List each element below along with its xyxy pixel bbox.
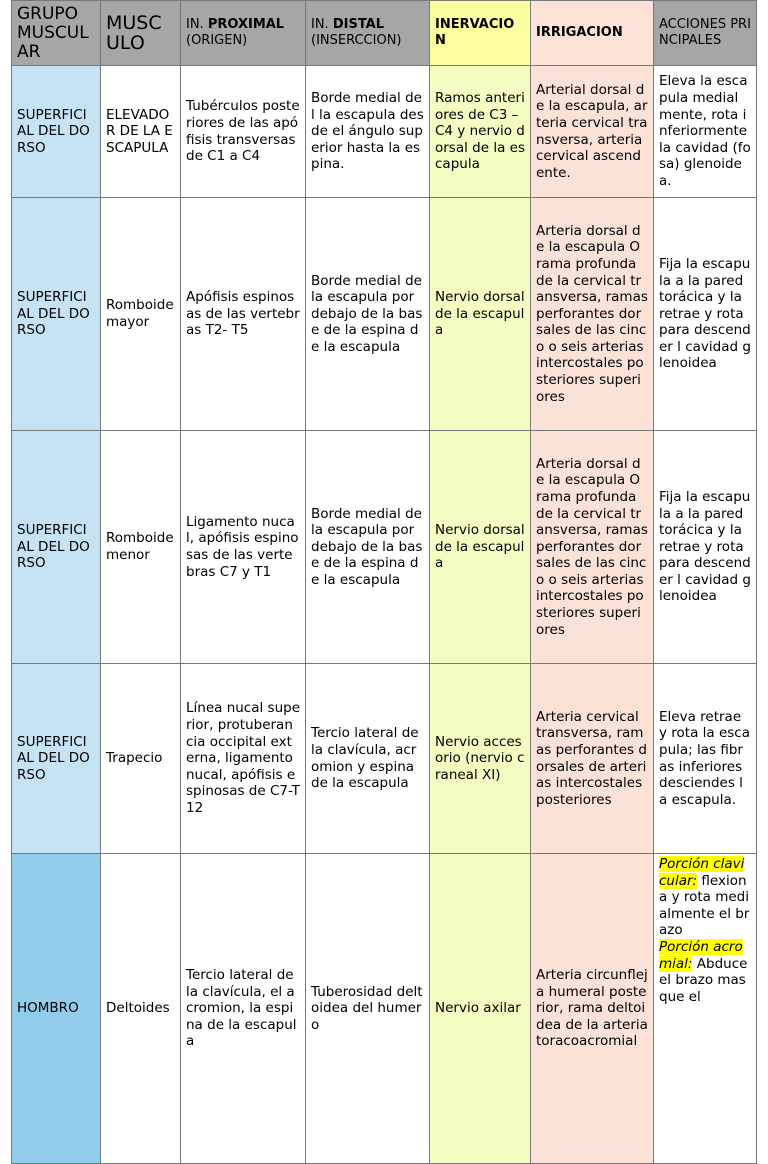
cell-distal: Borde medial del la escapula desde el ángulo superior hasta la espina. bbox=[306, 66, 430, 198]
cell-proximal: Apófisis espinosas de las vertebras T2- T5 bbox=[181, 198, 306, 431]
cell-acciones bbox=[654, 854, 757, 1164]
table-row bbox=[12, 431, 757, 664]
cell-musculo: Romboide mayor bbox=[101, 198, 181, 431]
cell-irrigacion: Arteria dorsal de la escapula O rama profunda de la cervical transversa, ramas perforantes dorsales de las cinco o seis arterias intercostales posteriores superiores bbox=[531, 431, 654, 664]
cell-irrigacion: Arterial dorsal de la escapula, arteria cervical transversa, arteria cervical ascendente. bbox=[531, 66, 654, 198]
acciones-label-clavicular: Porción clavicular: bbox=[659, 856, 745, 889]
cell-proximal: Línea nucal superior, protuberancia occipital externa, ligamento nucal, apófisis espinosas de C7-T12 bbox=[181, 664, 306, 854]
header-acciones: ACCIONES PRINCIPALES bbox=[654, 1, 757, 66]
table-row bbox=[12, 66, 757, 198]
header-distal-bold: DISTAL bbox=[332, 17, 385, 32]
cell-inervacion: Ramos anteriores de C3 – C4 y nervio dorsal de la escapula bbox=[430, 66, 531, 198]
table-row bbox=[12, 198, 757, 431]
header-row bbox=[12, 1, 757, 66]
cell-grupo: SUPERFICIAL DEL DORSO bbox=[12, 431, 101, 664]
cell-distal: Borde medial de la escapula por debajo de la base de la espina de la escapula bbox=[306, 431, 430, 664]
acciones-label-acromial: Porción acromial: bbox=[659, 938, 743, 972]
acciones-text-acromial: Abduce el brazo mas que el bbox=[659, 955, 748, 1005]
header-distal-sub: (INSERCCION) bbox=[311, 33, 402, 48]
cell-acciones: Eleva retrae y rota la escapula; las fibras inferiores desciendes la escapula. bbox=[654, 664, 757, 854]
cell-inervacion: Nervio dorsal de la escapula bbox=[430, 431, 531, 664]
cell-irrigacion: Arteria circunfleja humeral posterior, rama deltoidea de la arteria toracoacromial bbox=[531, 854, 654, 1164]
cell-distal: Tuberosidad deltoidea del humero bbox=[306, 854, 430, 1164]
cell-musculo: ELEVADOR DE LA ESCAPULA bbox=[101, 66, 181, 198]
cell-musculo: Romboide menor bbox=[101, 431, 181, 664]
cell-distal: Borde medial de la escapula por debajo de la base de la espina de la escapula bbox=[306, 198, 430, 431]
header-distal bbox=[306, 1, 430, 66]
header-proximal-bold: PROXIMAL bbox=[207, 17, 285, 32]
cell-grupo: HOMBRO bbox=[12, 854, 101, 1164]
header-inervacion: INERVACION bbox=[430, 1, 531, 66]
cell-inervacion: Nervio axilar bbox=[430, 854, 531, 1164]
muscle-table bbox=[11, 0, 757, 1164]
cell-musculo: Deltoides bbox=[101, 854, 181, 1164]
header-irrigacion: IRRIGACION bbox=[531, 1, 654, 66]
cell-acciones: Fija la escapula a la pared torácica y la retrae y rota para descender l cavidad glenoidea bbox=[654, 431, 757, 664]
cell-irrigacion: Arteria cervical transversa, ramas perforantes dorsales de arterias intercostales posteriores bbox=[531, 664, 654, 854]
header-musculo: MUSCULO bbox=[101, 1, 181, 66]
table-row bbox=[12, 854, 757, 1164]
cell-inervacion: Nervio accesorio (nervio craneal XI) bbox=[430, 664, 531, 854]
cell-grupo: SUPERFICIAL DEL DORSO bbox=[12, 664, 101, 854]
cell-inervacion: Nervio dorsal de la escapula bbox=[430, 198, 531, 431]
header-distal-prefix: IN. bbox=[311, 17, 333, 32]
acciones-text-clavicular: flexiona y rota medialmente el brazo bbox=[659, 872, 750, 939]
header-proximal bbox=[181, 1, 306, 66]
header-proximal-sub: (ORIGEN) bbox=[186, 33, 248, 48]
cell-proximal: Ligamento nucal, apófisis espinosas de las vertebras C7 y T1 bbox=[181, 431, 306, 664]
cell-distal: Tercio lateral de la clavícula, acromion y espina de la escapula bbox=[306, 664, 430, 854]
cell-acciones: Fija la escapula a la pared torácica y la retrae y rota para descender l cavidad glenoidea bbox=[654, 198, 757, 431]
cell-proximal: Tubérculos posteriores de las apófisis transversas de C1 a C4 bbox=[181, 66, 306, 198]
cell-irrigacion: Arteria dorsal de la escapula O rama profunda de la cervical transversa, ramas perforantes dorsales de las cinco o seis arterias intercostales posteriores superiores bbox=[531, 198, 654, 431]
cell-grupo: SUPERFICIAL DEL DORSO bbox=[12, 198, 101, 431]
cell-grupo: SUPERFICIAL DEL DORSO bbox=[12, 66, 101, 198]
header-grupo-muscular: GRUPO MUSCULAR bbox=[12, 1, 101, 66]
cell-acciones: Eleva la escapula medialmente, rota inferiormente la cavidad (fosa) glenoidea. bbox=[654, 66, 757, 198]
table-row bbox=[12, 664, 757, 854]
header-proximal-prefix: IN. bbox=[186, 17, 208, 32]
cell-proximal: Tercio lateral de la clavícula, el acromion, la espina de la escapula bbox=[181, 854, 306, 1164]
cell-musculo: Trapecio bbox=[101, 664, 181, 854]
